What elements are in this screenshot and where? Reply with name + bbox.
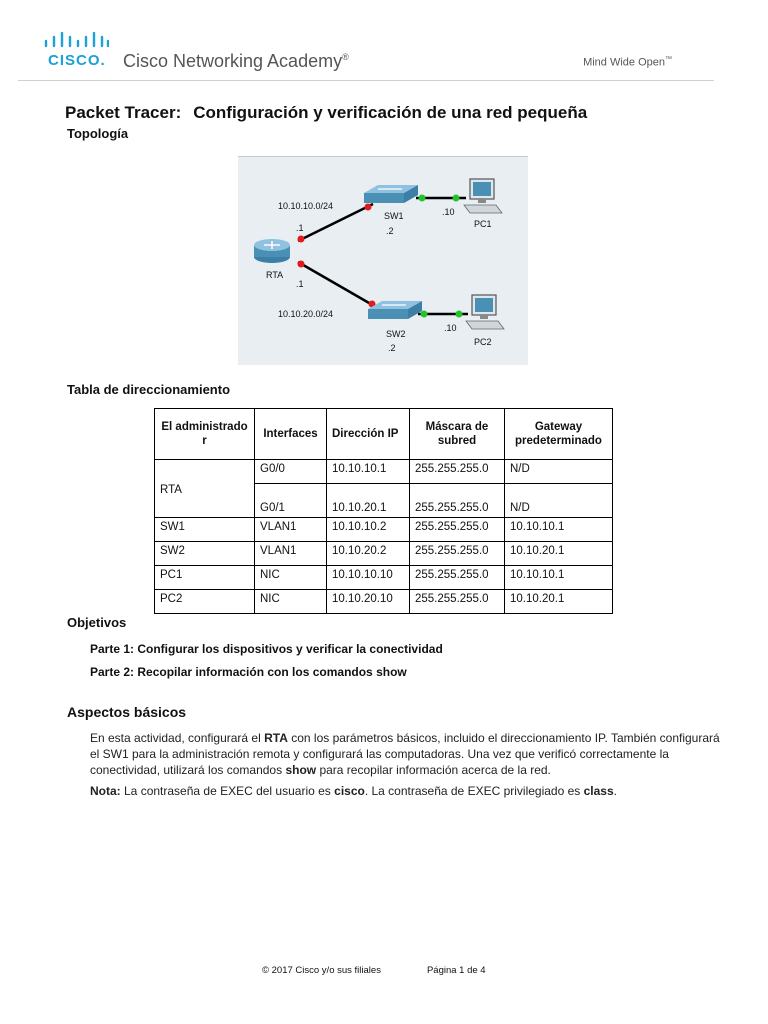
addressing-table <box>154 408 613 614</box>
page-header <box>18 18 714 81</box>
table-cell: G0/0 <box>255 460 327 484</box>
table-cell: SW1 <box>155 518 255 542</box>
document-title: Packet Tracer: Configuración y verificación de una red pequeña <box>65 103 588 122</box>
port-light-sw1-pc1 <box>419 195 426 202</box>
network-label: 10.10.20.0/24 <box>278 309 334 319</box>
copyright-text: © 2017 Cisco y/o sus filiales <box>262 965 381 976</box>
switch-icon <box>368 301 422 319</box>
table-row <box>155 542 613 566</box>
objectives-heading: Objetivos <box>67 615 127 630</box>
table-cell: G0/1 <box>255 484 327 518</box>
page-footer <box>262 965 486 976</box>
table-row <box>155 518 613 542</box>
device-label: SW1 <box>384 211 404 221</box>
note-paragraph: Nota: La contraseña de EXEC del usuario es cisco. La contraseña de EXEC privilegiado es class. <box>90 784 617 798</box>
objective-part-1: Parte 1: Configurar los dispositivos y verificar la conectividad <box>90 642 443 656</box>
table-cell: N/D <box>505 460 613 484</box>
pc-icon <box>466 295 504 329</box>
table-cell: 255.255.255.0 <box>410 590 505 614</box>
table-cell: 255.255.255.0 <box>410 484 505 518</box>
column-header: El administrado r <box>155 409 255 460</box>
link-rta-sw2 <box>298 262 376 307</box>
table-cell: PC1 <box>155 566 255 590</box>
objective-part-2: Parte 2: Recopilar información con los comandos show <box>90 665 407 679</box>
column-header: Dirección IP <box>327 409 410 460</box>
cisco-wordmark: CISCO. <box>48 52 106 69</box>
table-cell: NIC <box>255 566 327 590</box>
port-light-pc2 <box>456 311 463 318</box>
table-cell: 10.10.20.1 <box>505 542 613 566</box>
academy-title: Cisco Networking Academy® <box>123 51 349 71</box>
table-cell: 10.10.10.10 <box>327 566 410 590</box>
table-cell: 255.255.255.0 <box>410 518 505 542</box>
table-cell: N/D <box>505 484 613 518</box>
background-heading: Aspectos básicos <box>67 704 187 720</box>
table-cell: 10.10.10.1 <box>505 566 613 590</box>
port-light-rta-g1 <box>298 261 305 268</box>
table-cell: 255.255.255.0 <box>410 566 505 590</box>
host-label: .1 <box>296 223 304 233</box>
background-paragraph: En esta actividad, configurará el RTA con los parámetros básicos, incluido el direccionamiento IP. También configurará el SW1 para la administración remota y configurará las computadoras. Una vez que verificó correctamente la conectividad, utilizará los comandos show para recopilar información acerca de la red. <box>90 731 720 777</box>
host-label: .2 <box>388 343 396 353</box>
table-row <box>155 590 613 614</box>
column-header: Gateway predeterminado <box>505 409 613 460</box>
device-label: RTA <box>266 270 284 280</box>
addressing-table-heading: Tabla de direccionamiento <box>67 382 231 397</box>
table-row <box>155 566 613 590</box>
table-cell: 255.255.255.0 <box>410 542 505 566</box>
table-cell: 10.10.20.1 <box>505 590 613 614</box>
device-label: PC2 <box>474 337 492 347</box>
switch-icon <box>364 185 418 203</box>
port-light-pc1 <box>453 195 460 202</box>
host-label: .10 <box>442 207 455 217</box>
table-cell: VLAN1 <box>255 518 327 542</box>
device-label: SW2 <box>386 329 406 339</box>
column-header: Máscara de subred <box>410 409 505 460</box>
table-cell: VLAN1 <box>255 542 327 566</box>
host-label: .2 <box>386 226 394 236</box>
table-cell: RTA <box>155 460 255 518</box>
table-cell: 10.10.10.1 <box>327 460 410 484</box>
host-label: .1 <box>296 279 304 289</box>
topology-heading: Topología <box>67 126 129 141</box>
port-light-sw1-rta <box>365 204 372 211</box>
topology-diagram <box>238 156 528 365</box>
table-row <box>155 460 613 484</box>
table-cell: 10.10.10.1 <box>505 518 613 542</box>
table-header-row <box>155 409 613 460</box>
table-cell: 255.255.255.0 <box>410 460 505 484</box>
host-label: .10 <box>444 323 457 333</box>
cisco-logo-icon <box>43 32 109 50</box>
port-light-sw2-pc2 <box>421 311 428 318</box>
table-cell: 10.10.20.10 <box>327 590 410 614</box>
port-light-rta-g0 <box>298 236 305 243</box>
network-label: 10.10.10.0/24 <box>278 201 334 211</box>
table-cell: SW2 <box>155 542 255 566</box>
table-cell: PC2 <box>155 590 255 614</box>
column-header: Interfaces <box>255 409 327 460</box>
tagline: Mind Wide Open™ <box>583 56 672 69</box>
device-label: PC1 <box>474 219 492 229</box>
table-cell: 10.10.20.1 <box>327 484 410 518</box>
router-icon <box>254 239 290 263</box>
page-number: Página 1 de 4 <box>426 965 486 976</box>
pc-icon <box>464 179 502 213</box>
table-cell: 10.10.10.2 <box>327 518 410 542</box>
table-cell: 10.10.20.2 <box>327 542 410 566</box>
table-cell: NIC <box>255 590 327 614</box>
